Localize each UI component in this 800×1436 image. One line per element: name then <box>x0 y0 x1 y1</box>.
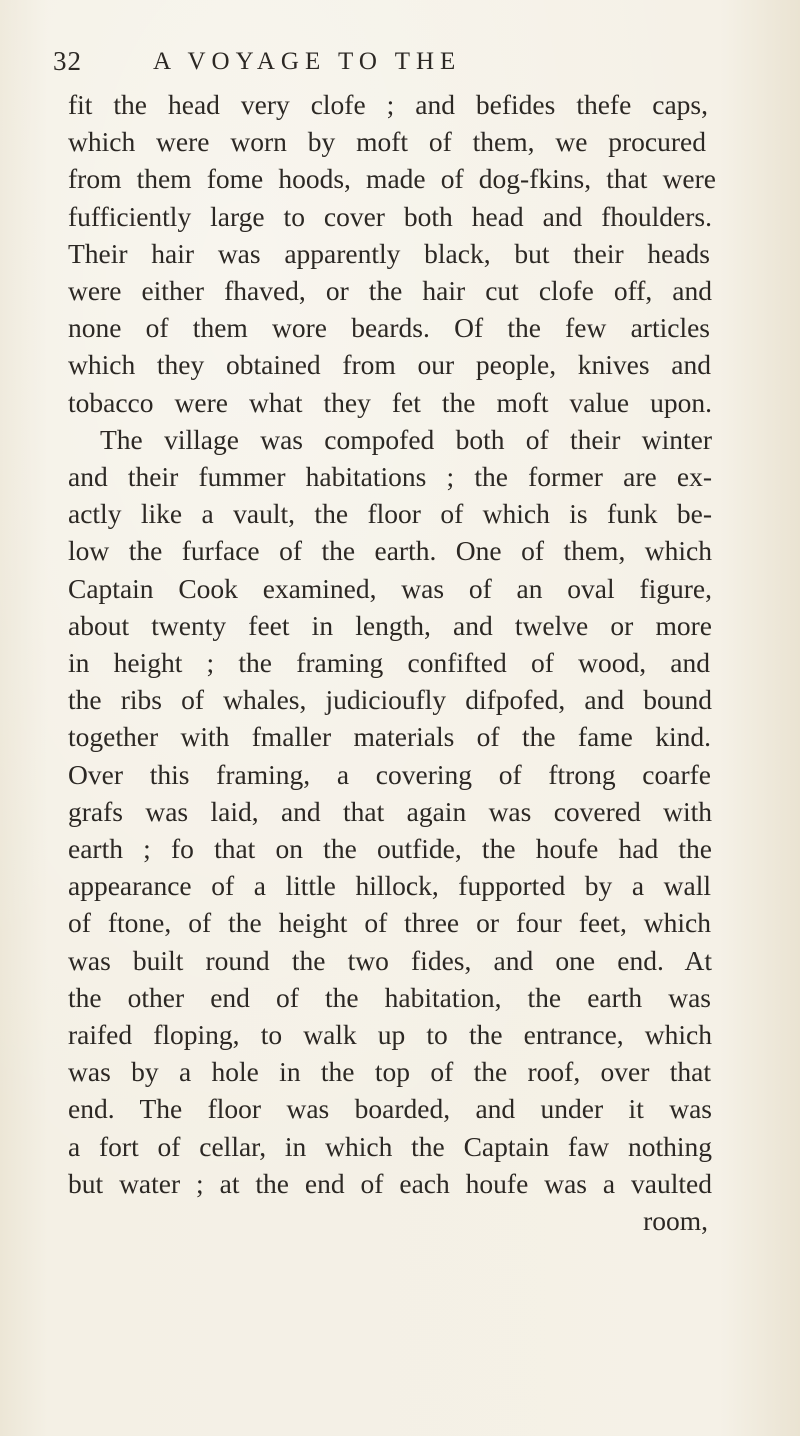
text-line: was by a hole in the top of the roof, over that <box>68 1056 711 1088</box>
text-line: fit the head very clofe ; and befides thefe caps, <box>68 89 708 120</box>
text-line: of ftone, of the height of three or four feet, which <box>68 907 711 939</box>
running-head <box>53 46 733 86</box>
text-line: earth ; fo that on the outfide, the houfe had the <box>68 833 712 864</box>
text-line: in height ; the framing confifted of wood, and <box>68 647 710 678</box>
page-number: 32 <box>53 46 82 76</box>
text-line: together with fmaller materials of the fame kind. <box>68 721 711 753</box>
text-line: end. The floor was boarded, and under it was <box>68 1093 712 1125</box>
text-line: appearance of a little hillock, fupported by a wall <box>68 870 711 902</box>
text-line: from them fome hoods, made of dog-fkins, that were <box>68 163 716 195</box>
text-line: the other end of the habitation, the earth was <box>68 981 711 1013</box>
text-line: Their hair was apparently black, but their heads <box>68 237 710 269</box>
text-line: fufficiently large to cover both head and fhoulders. <box>68 200 712 232</box>
text-line: none of them wore beards. Of the few articles <box>68 312 710 344</box>
text-line: about twenty feet in length, and twelve or more <box>68 609 712 641</box>
text-line: Over this framing, a covering of ftrong coarfe <box>68 758 711 790</box>
text-line: and their fummer habitations ; the former are ex- <box>68 461 712 492</box>
text-line: actly like a vault, the floor of which is funk be- <box>68 498 712 530</box>
text-line: were either fhaved, or the hair cut clofe off, and <box>68 275 712 306</box>
text-line: Captain Cook examined, was of an oval figure, <box>68 572 712 604</box>
text-line: the ribs of whales, judicioufly difpofed, and bound <box>68 684 712 716</box>
text-line: raifed floping, to walk up to the entrance, which <box>68 1019 712 1050</box>
text-line: The village was compofed both of their winter <box>100 423 712 455</box>
text-line: tobacco were what they fet the moft value upon. <box>68 386 712 418</box>
text-line: was built round the two fides, and one end. At <box>68 944 712 976</box>
text-line: which were worn by moft of them, we procured <box>68 126 706 158</box>
catchword: room, <box>643 1205 708 1236</box>
text-line: low the furface of the earth. One of them, which <box>68 535 712 567</box>
text-line: which they obtained from our people, knives and <box>68 349 711 381</box>
text-line: a fort of cellar, in which the Captain faw nothing <box>68 1130 712 1162</box>
running-head-title: A VOYAGE TO THE <box>153 48 462 75</box>
text-line: grafs was laid, and that again was covered with <box>68 795 712 827</box>
text-line: but water ; at the end of each houfe was a vaulted <box>68 1167 712 1199</box>
